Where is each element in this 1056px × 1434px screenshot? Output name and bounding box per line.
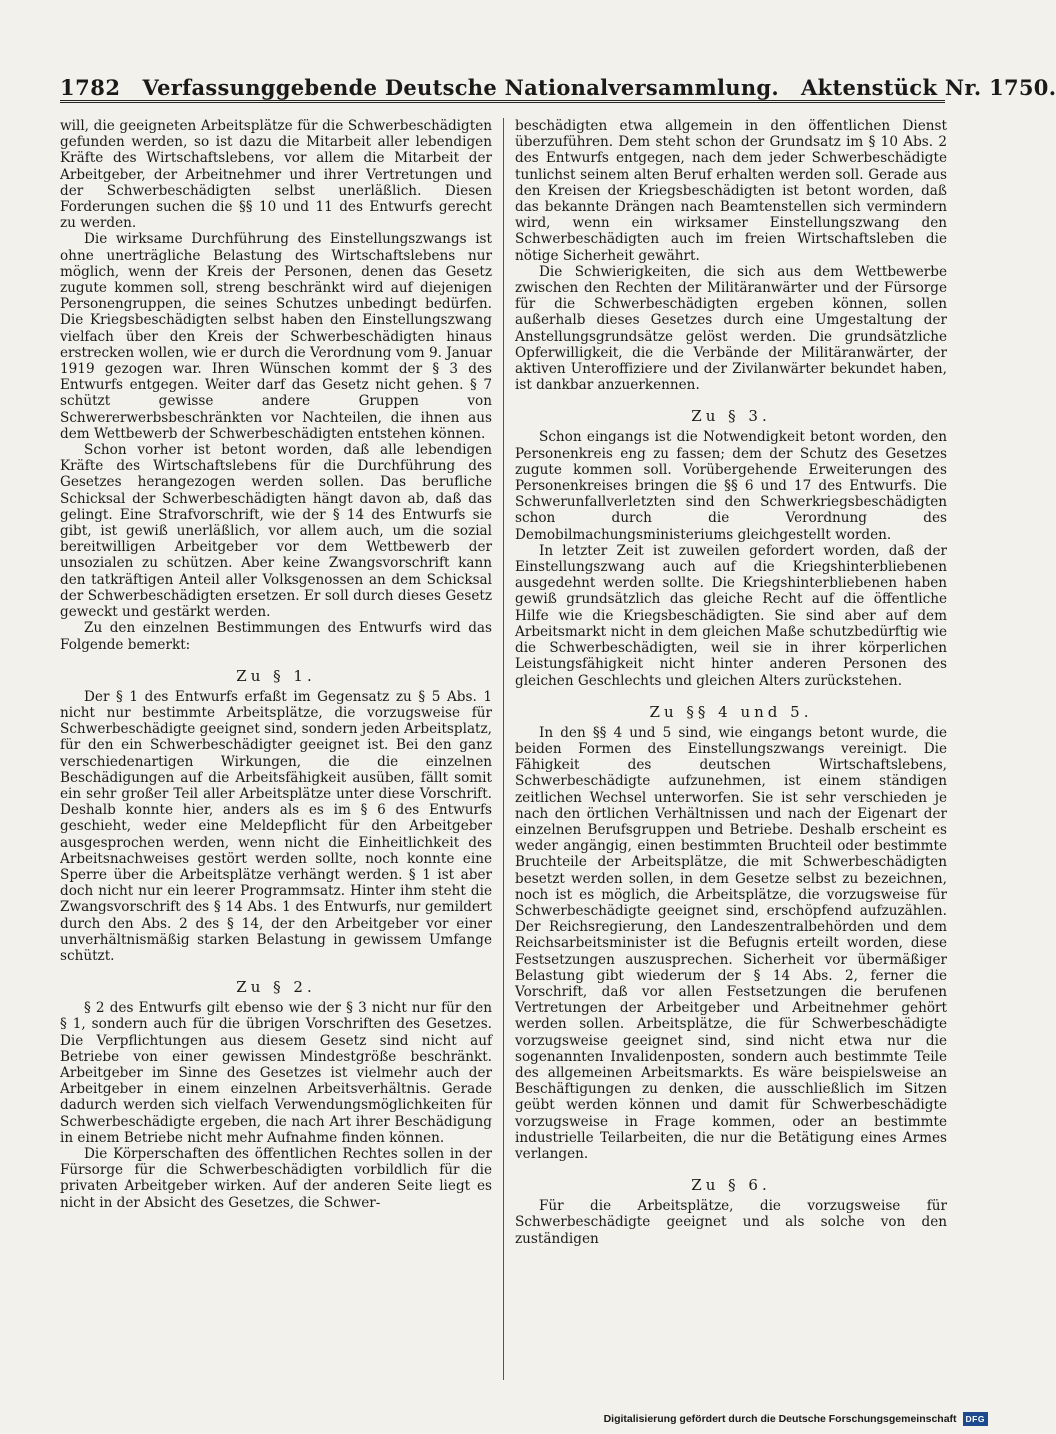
section-heading: Zu § 1. bbox=[236, 666, 316, 685]
dfg-logo: DFG bbox=[963, 1412, 988, 1426]
paragraph: Zu den einzelnen Bestimmungen des Entwurfs wird das Folgende bemerkt: bbox=[60, 620, 492, 653]
running-title: Verfassunggebende Deutsche Nationalversammlung. bbox=[142, 75, 779, 100]
paragraph: § 2 des Entwurfs gilt ebenso wie der § 3 nicht nur für den § 1, sondern auch für die übrigen Vorschriften des Gesetzes. Die Verpflichtungen aus diesem Gesetz sind nicht auf Betriebe von einer gewissen Mindestgröße beschränkt. Arbeitgeber im Sinne des Gesetzes ist vielmehr auch der Arbeitgeber in einem einzelnen Arbeitsverhältnis. Gerade dadurch werden sich vielfach Verwendungsmöglichkeiten für Schwerbeschädigte ergeben, die nach Art ihrer Beschädigung in einem Betriebe nicht mehr Aufnahme finden können. bbox=[60, 1000, 492, 1146]
paragraph: Die wirksame Durchführung des Einstellungszwangs ist ohne unerträgliche Belastung des Wirtschaftslebens nur möglich, wenn der Kreis der Personen, denen das Gesetz zugute kommen soll, streng beschränkt wird auf diejenigen Personengruppen, die seines Schutzes unbedingt bedürfen. Die Kriegsbeschädigten selbst haben den Einstellungszwang vielfach über den Kreis der Schwerbeschädigten hinaus erstrecken wollen, wie er durch die Verordnung vom 9. Januar 1919 gezogen war. Ihren Wünschen kommt der § 3 des Entwurfs entgegen. Weiter darf das Gesetz nicht gehen. § 7 schützt gewisse andere Gruppen von Schwererwerbsbeschränkten vor Nachteilen, die ihnen aus dem Wettbewerb der Schwerbeschädigten entstehen können. bbox=[60, 231, 492, 442]
left-column bbox=[60, 118, 492, 1380]
text-columns bbox=[60, 118, 947, 1380]
section-heading: Zu § 3. bbox=[691, 407, 771, 426]
page-header bbox=[60, 66, 1056, 103]
paragraph: Der § 1 des Entwurfs erfaßt im Gegensatz zu § 5 Abs. 1 nicht nur bestimmte Arbeitsplätze, die vorzugsweise für Schwerbeschädigte geeignet sind, sondern jeden Arbeitsplatz, für den ein Schwerbeschädigter geeignet ist. Bei den ganz verschiedenartigen Wirkungen, die die einzelnen Beschädigungen auf die Arbeitsfähigkeit ausüben, fällt somit ein sehr großer Teil aller Arbeitsplätze unter diese Vorschrift. Deshalb konnte hier, anders als es im § 6 des Entwurfs geschieht, weder eine Meldepflicht für den Arbeitgeber ausgesprochen werden, wenn nicht die Einheitlichkeit des Arbeitsnachweises gestört werden sollte, noch konnte eine Sperre über die Arbeitsplätze verhängt werden. § 1 ist aber doch nicht nur ein leerer Programmsatz. Hinter ihm steht die Zwangsvorschrift des § 14 Abs. 1 des Entwurfs, nur gemildert durch den Abs. 2 des § 14, der den Arbeitgeber vor einer unverhältnismäßig starken Belastung in gewissem Umfange schützt. bbox=[60, 688, 492, 964]
right-column bbox=[515, 118, 947, 1380]
column-divider bbox=[503, 118, 504, 1380]
paragraph: In den §§ 4 und 5 sind, wie eingangs betont wurde, die beiden Formen des Einstellungszwangs vereinigt. Die Fähigkeit des deutschen Wirtschaftslebens, Schwerbeschädigte aufzunehmen, ist einem ständigen zeitlichen Wechsel unterworfen. Sie ist sehr verschieden je nach den örtlichen Verhältnissen und nach der Eigenart der einzelnen Berufsgruppen und Betriebe. Deshalb erscheint es weder angängig, einen bestimmten Bruchteil oder bestimmte Bruchteile der Arbeitsplätze, die mit Schwerbeschädigten besetzt werden sollen, in dem Gesetze selbst zu bezeichnen, noch ist es möglich, die Arbeitsplätze, die vorzugsweise für Schwerbeschädigte geeignet sind, erschöpfend aufzuzählen. Der Reichsregierung, den Landeszentralbehörden und dem Reichsarbeitsminister ist die Befugnis erteilt worden, diese Festsetzungen auszusprechen. Sicherheit vor übermäßiger Belastung gibt wiederum der § 14 Abs. 2, ferner die Vorschrift, daß vor allen Festsetzungen die berufenen Vertretungen der Arbeitgeber und Arbeitnehmer gehört werden sollen. Arbeitsplätze, die für Schwerbeschädigte vorzugsweise geeignet sind, sind nicht etwa nur die sogenannten Invalidenposten, sondern auch bestimmte Teile des allgemeinen Arbeitsmarkts. Es wäre beispielsweise an Beschäftigungen zu denken, die ausschließlich im Sitzen geübt werden können und damit für Schwerbeschädigte vorzugsweise in Frage kommen, oder an bestimmte industrielle Teilarbeiten, die nur die Betätigung eines Armes verlangen. bbox=[515, 724, 947, 1162]
paragraph: Für die Arbeitsplätze, die vorzugsweise für Schwerbeschädigte geeignet und als solche von den zuständigen bbox=[515, 1198, 947, 1247]
paragraph: Die Körperschaften des öffentlichen Rechtes sollen in der Fürsorge für die Schwerbeschädigten vorbildlich für die privaten Arbeitgeber wirken. Auf der anderen Seite liegt es nicht in der Absicht des Gesetzes, die Schwer- bbox=[60, 1145, 492, 1211]
document-reference: Aktenstück Nr. 1750. bbox=[801, 75, 1056, 100]
paragraph: Schon eingangs ist die Notwendigkeit betont worden, den Personenkreis eng zu fassen; dem der Schutz des Gesetzes zugute kommen soll. Vorübergehende Erweiterungen des Personenkreises bringen die §§ 6 und 17 des Entwurfs. Die Schwerunfallverletzten sind den Schwerkriegsbeschädigten schon durch die Verordnung des Demobilmachungsministeriums gleichgestellt worden. bbox=[515, 429, 947, 543]
digitization-footer bbox=[604, 1412, 988, 1426]
paragraph: will, die geeigneten Arbeitsplätze für die Schwerbeschädigten gefunden werden, so ist dazu die Mitarbeit aller lebendigen Kräfte des Wirtschaftslebens, vor allem die Mitarbeit der Arbeitgeber, der Arbeitnehmer und ihrer Vertretungen und der Schwerbeschädigten selbst unerläßlich. Diesen Forderungen suchen die §§ 10 und 11 des Entwurfs gerecht zu werden. bbox=[60, 118, 492, 232]
paragraph: Schon vorher ist betont worden, daß alle lebendigen Kräfte des Wirtschaftslebens für die Durchführung des Gesetzes herangezogen werden sollen. Das berufliche Schicksal der Schwerbeschädigten hängt davon ab, daß das gelingt. Eine Strafvorschrift, wie der § 14 des Entwurfs sie gibt, ist gewiß unerläßlich, vor allem auch, um die sozial bereitwilligen Arbeitgeber vor dem Wettbewerb der unsozialen zu schützen. Aber keine Zwangsvorschrift kann den tatkräftigen Anteil aller Volksgenossen an dem Schicksal der Schwerbeschädigten ersetzen. Er soll durch dieses Gesetz geweckt und gestärkt werden. bbox=[60, 442, 492, 621]
section-heading: Zu § 6. bbox=[691, 1176, 771, 1195]
paragraph: Die Schwierigkeiten, die sich aus dem Wettbewerbe zwischen den Rechten der Militäranwärter und der Fürsorge für die Schwerbeschädigten ergeben können, sollen außerhalb dieses Gesetzes durch eine Umgestaltung der Anstellungsgrundsätze gelöst werden. Die grundsätzliche Opferwilligkeit, die die Verbände der Militäranwärter, der aktiven Unteroffiziere und der Zivilanwärter bekundet haben, ist dankbar anzuerkennen. bbox=[515, 263, 947, 394]
page-number: 1782 bbox=[60, 75, 121, 100]
paragraph: beschädigten etwa allgemein in den öffentlichen Dienst überzuführen. Dem steht schon der Grundsatz im § 10 Abs. 2 des Entwurfs entgegen, nach dem jeder Schwerbeschädigte tunlichst seinem alten Beruf erhalten werden soll. Gerade aus den Kreisen der Kriegsbeschädigten ist betont worden, daß das bekannte Drängen nach Beamtenstellen sich vermindern wird, wenn ein wirksamer Einstellungszwang den Schwerbeschädigten auch im freien Wirtschaftsleben die nötige Sicherheit gewährt. bbox=[515, 118, 947, 264]
paragraph: In letzter Zeit ist zuweilen gefordert worden, daß der Einstellungszwang auch auf die Kriegshinterbliebenen ausgedehnt werden sollte. Die Kriegshinterbliebenen haben gewiß grundsätzlich das gleiche Recht auf die öffentliche Hilfe wie die Kriegsbeschädigten. Sie sind aber auf dem Arbeitsmarkt nicht in dem gleichen Maße schutzbedürftig wie die Schwerbeschädigten, weil sie in ihrer körperlichen Leistungsfähigkeit nicht hinter anderen Personen des gleichen Geschlechts und gleichen Alters zurückstehen. bbox=[515, 542, 947, 689]
funding-note: Digitalisierung gefördert durch die Deutsche Forschungsgemeinschaft bbox=[603, 1413, 957, 1425]
section-heading: Zu §§ 4 und 5. bbox=[649, 702, 813, 721]
section-heading: Zu § 2. bbox=[236, 978, 316, 997]
